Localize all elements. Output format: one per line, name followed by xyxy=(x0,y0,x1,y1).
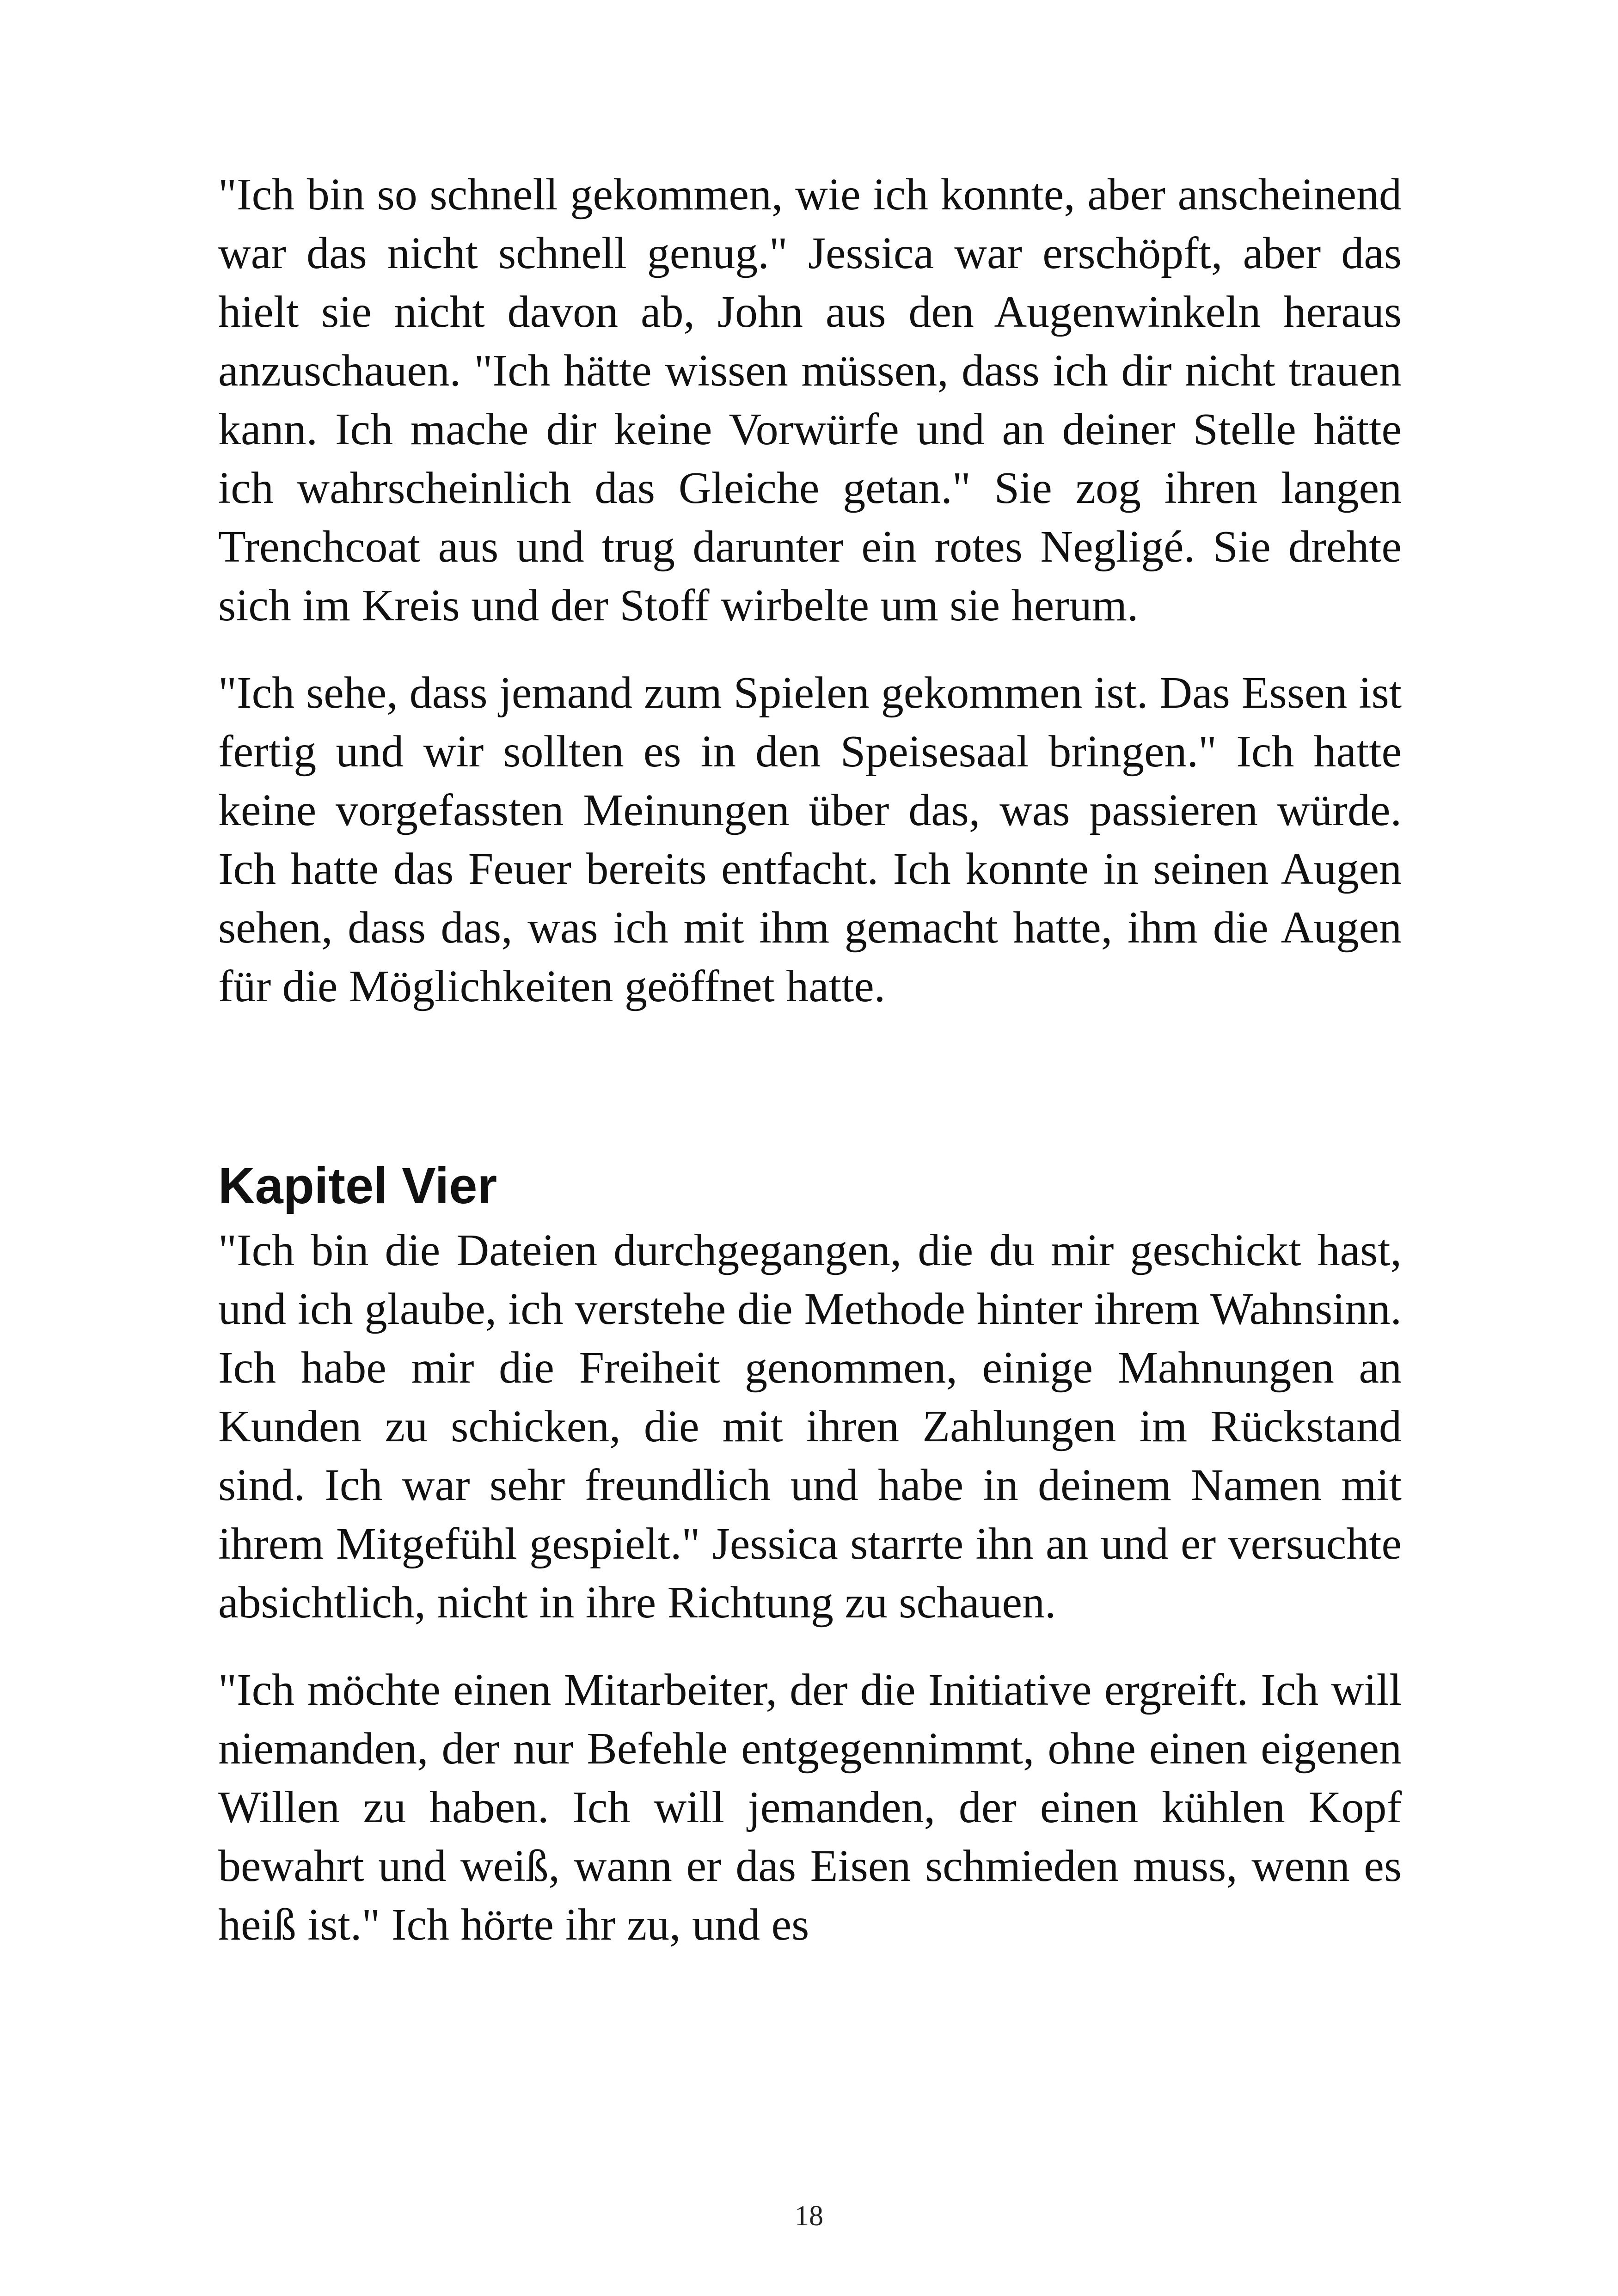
section-before-chapter xyxy=(218,165,1402,1016)
document-page xyxy=(218,165,1402,1954)
paragraph: "Ich bin so schnell gekommen, wie ich konnte, aber anscheinend war das nicht schnell genug." Jessica war erschöpft, aber das hielt sie nicht davon ab, John aus den Augenwinkeln heraus anzuschauen. "Ich hätte wissen müssen, dass ich dir nicht trauen kann. Ich mache dir keine Vorwürfe und an deiner Stelle hätte ich wahrscheinlich das Gleiche getan." Sie zog ihren langen Trenchcoat aus und trug darunter ein rotes Negligé. Sie drehte sich im Kreis und der Stoff wirbelte um sie herum. xyxy=(218,170,1402,631)
chapter-title: Kapitel Vier xyxy=(218,1157,497,1214)
page-number: 18 xyxy=(795,2200,823,2232)
section-after-chapter xyxy=(218,1221,1402,1954)
paragraph: "Ich möchte einen Mitarbeiter, der die Initiative ergreift. Ich will niemanden, der nur Befehle entgegennimmt, ohne einen eigenen Willen zu haben. Ich will jemanden, der einen kühlen Kopf bewahrt und weiß, wann er das Eisen schmieden muss, wenn es heiß ist." Ich hörte ihr zu, und es xyxy=(218,1665,1402,1950)
paragraph: "Ich bin die Dateien durchgegangen, die du mir geschickt hast, und ich glaube, ich verstehe die Methode hinter ihrem Wahnsinn. Ich habe mir die Freiheit genommen, einige Mahnungen an Kunden zu schicken, die mit ihren Zahlungen im Rückstand sind. Ich war sehr freundlich und habe in deinem Namen mit ihrem Mitgefühl gespielt." Jessica starrte ihn an und er versuchte absichtlich, nicht in ihre Richtung zu schauen. xyxy=(218,1225,1402,1628)
paragraph: "Ich sehe, dass jemand zum Spielen gekommen ist. Das Essen ist fertig und wir sollten es in den Speisesaal bringen." Ich hatte keine vorgefassten Meinungen über das, was passieren würde. Ich hatte das Feuer bereits entfacht. Ich konnte in seinen Augen sehen, dass das, was ich mit ihm gemacht hatte, ihm die Augen für die Möglichkeiten geöffnet hatte. xyxy=(218,668,1402,1011)
